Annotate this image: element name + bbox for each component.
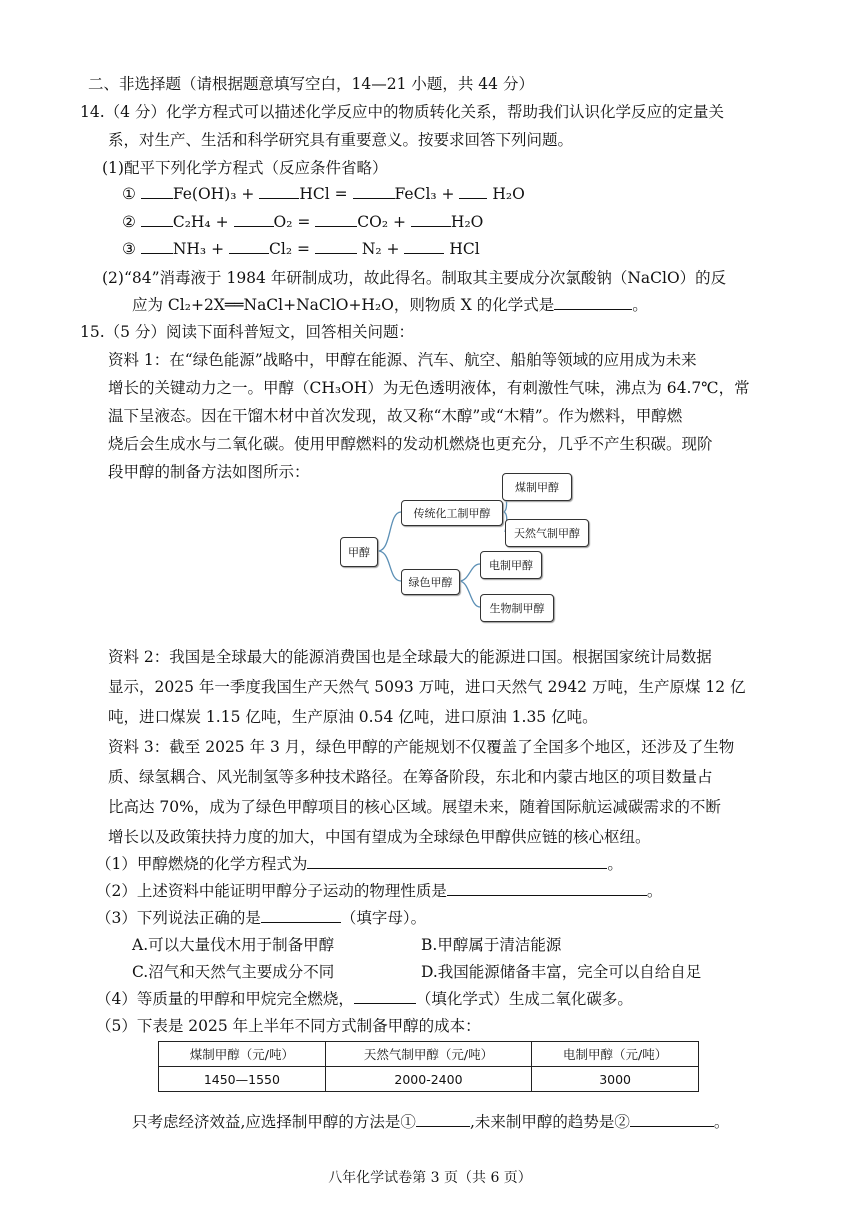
equation-2: ② C₂H₄ + O₂ = CO₂ + H₂O (122, 213, 484, 231)
q14-part2-line1: (2)“84”消毒液于 1984 年研制成功，故此得名。制取其主要成分次氯酸钠（NaClO）的反 (102, 269, 727, 287)
table-header: 电制甲醇（元/吨） (532, 1042, 699, 1067)
q15-line1: 15.（5 分）阅读下面科普短文，回答相关问题： (80, 323, 414, 341)
q14-part2-line2: 应为 Cl₂+2X══NaCl+NaClO+H₂O，则物质 X 的化学式是 。 (132, 296, 648, 314)
table-header: 煤制甲醇（元/吨） (159, 1042, 326, 1067)
diagram-bio: 生物制甲醇 (480, 594, 554, 622)
answer-blank[interactable] (416, 1112, 470, 1127)
q14-line2: 系，对生产、生活和科学研究具有重要意义。按要求回答下列问题。 (108, 131, 574, 149)
table-cell: 3000 (532, 1067, 699, 1092)
section-header: 二、非选择题（请根据题意填写空白，14—21 小题，共 44 分） (88, 75, 534, 93)
table-cell: 1450—1550 (159, 1067, 326, 1092)
q14-part1: (1)配平下列化学方程式（反应条件省略） (102, 159, 388, 177)
answer-blank[interactable] (447, 881, 647, 896)
diagram-root-methanol: 甲醇 (340, 537, 378, 567)
option-d: D.我国能源储备丰富，完全可以自给自足 (421, 963, 702, 981)
q15-sub3: （3）下列说法正确的是 （填字母）。 (96, 909, 427, 927)
material2-line: 显示，2025 年一季度我国生产天然气 5093 万吨，进口天然气 2942 万吨，生产原煤 12 亿 (108, 678, 746, 696)
table-header: 天然气制甲醇（元/吨） (325, 1042, 531, 1067)
material1-line: 资料 1：在“绿色能源”战略中，甲醇在能源、汽车、航空、船舶等领域的应用成为未来 (108, 351, 697, 369)
diagram-electric: 电制甲醇 (480, 551, 542, 579)
table-cell: 2000-2400 (325, 1067, 531, 1092)
q15-sub4: （4）等质量的甲醇和甲烷完全燃烧， （填化学式）生成二氧化碳多。 (96, 990, 633, 1008)
option-a: A.可以大量伐木用于制备甲醇 (132, 936, 335, 954)
diagram-traditional: 传统化工制甲醇 (401, 500, 503, 526)
material2-line: 吨，进口煤炭 1.15 亿吨，生产原油 0.54 亿吨，进口原油 1.35 亿吨。 (108, 708, 598, 726)
answer-blank[interactable] (307, 854, 607, 869)
q15-sub1: （1）甲醇燃烧的化学方程式为 。 (96, 855, 623, 873)
material1-line: 增长的关键动力之一。甲醇（CH₃OH）为无色透明液体，有刺激性气味，沸点为 64.7℃，常 (108, 379, 750, 397)
material1-line: 烧后会生成水与二氧化碳。使用甲醇燃料的发动机燃烧也更充分，几乎不产生积碳。现阶 (108, 435, 713, 453)
cost-table (158, 1041, 699, 1092)
option-b: B.甲醇属于清洁能源 (421, 936, 562, 954)
q15-sub5: （5）下表是 2025 年上半年不同方式制备甲醇的成本： (96, 1017, 481, 1035)
answer-blank[interactable] (630, 1112, 714, 1127)
option-c: C.沼气和天然气主要成分不同 (132, 963, 335, 981)
material3-line: 增长以及政策扶持力度的加大，中国有望成为全球绿色甲醇供应链的核心枢纽。 (108, 828, 651, 846)
material3-line: 质、绿氢耦合、风光制氢等多种技术路径。在筹备阶段，东北和内蒙古地区的项目数量占 (108, 768, 713, 786)
answer-blank[interactable] (261, 908, 341, 923)
equation-1: ① Fe(OH)₃ + HCl = FeCl₃ + H₂O (122, 185, 525, 203)
q15-final: 只考虑经济效益,应选择制甲醇的方法是① ,未来制甲醇的趋势是② 。 (132, 1113, 730, 1131)
material2-line: 资料 2：我国是全球最大的能源消费国也是全球最大的能源进口国。根据国家统计局数据 (108, 648, 712, 666)
diagram-coal: 煤制甲醇 (502, 473, 572, 501)
material3-line: 比高达 70%，成为了绿色甲醇项目的核心区域。展望未来，随着国际航运减碳需求的不断 (108, 798, 721, 816)
q15-sub2: （2）上述资料中能证明甲醇分子运动的物理性质是 。 (96, 882, 663, 900)
material3-line: 资料 3：截至 2025 年 3 月，绿色甲醇的产能规划不仅覆盖了全国多个地区，还涉及了生物 (108, 738, 735, 756)
answer-blank[interactable] (354, 989, 416, 1004)
diagram-gas: 天然气制甲醇 (505, 519, 589, 547)
equation-3: ③ NH₃ + Cl₂ = N₂ + HCl (122, 240, 480, 258)
material1-line: 段甲醇的制备方法如图所示： (108, 463, 310, 481)
page-footer: 八年化学试卷第 3 页（共 6 页） (328, 1170, 532, 1186)
q14-line1: 14.（4 分）化学方程式可以描述化学反应中的物质转化关系，帮助我们认识化学反应的定量关 (80, 103, 724, 121)
material1-line: 温下呈液态。因在干馏木材中首次发现，故又称“木醇”或“木精”。作为燃料，甲醇燃 (108, 407, 683, 425)
diagram-green: 绿色甲醇 (401, 569, 460, 595)
